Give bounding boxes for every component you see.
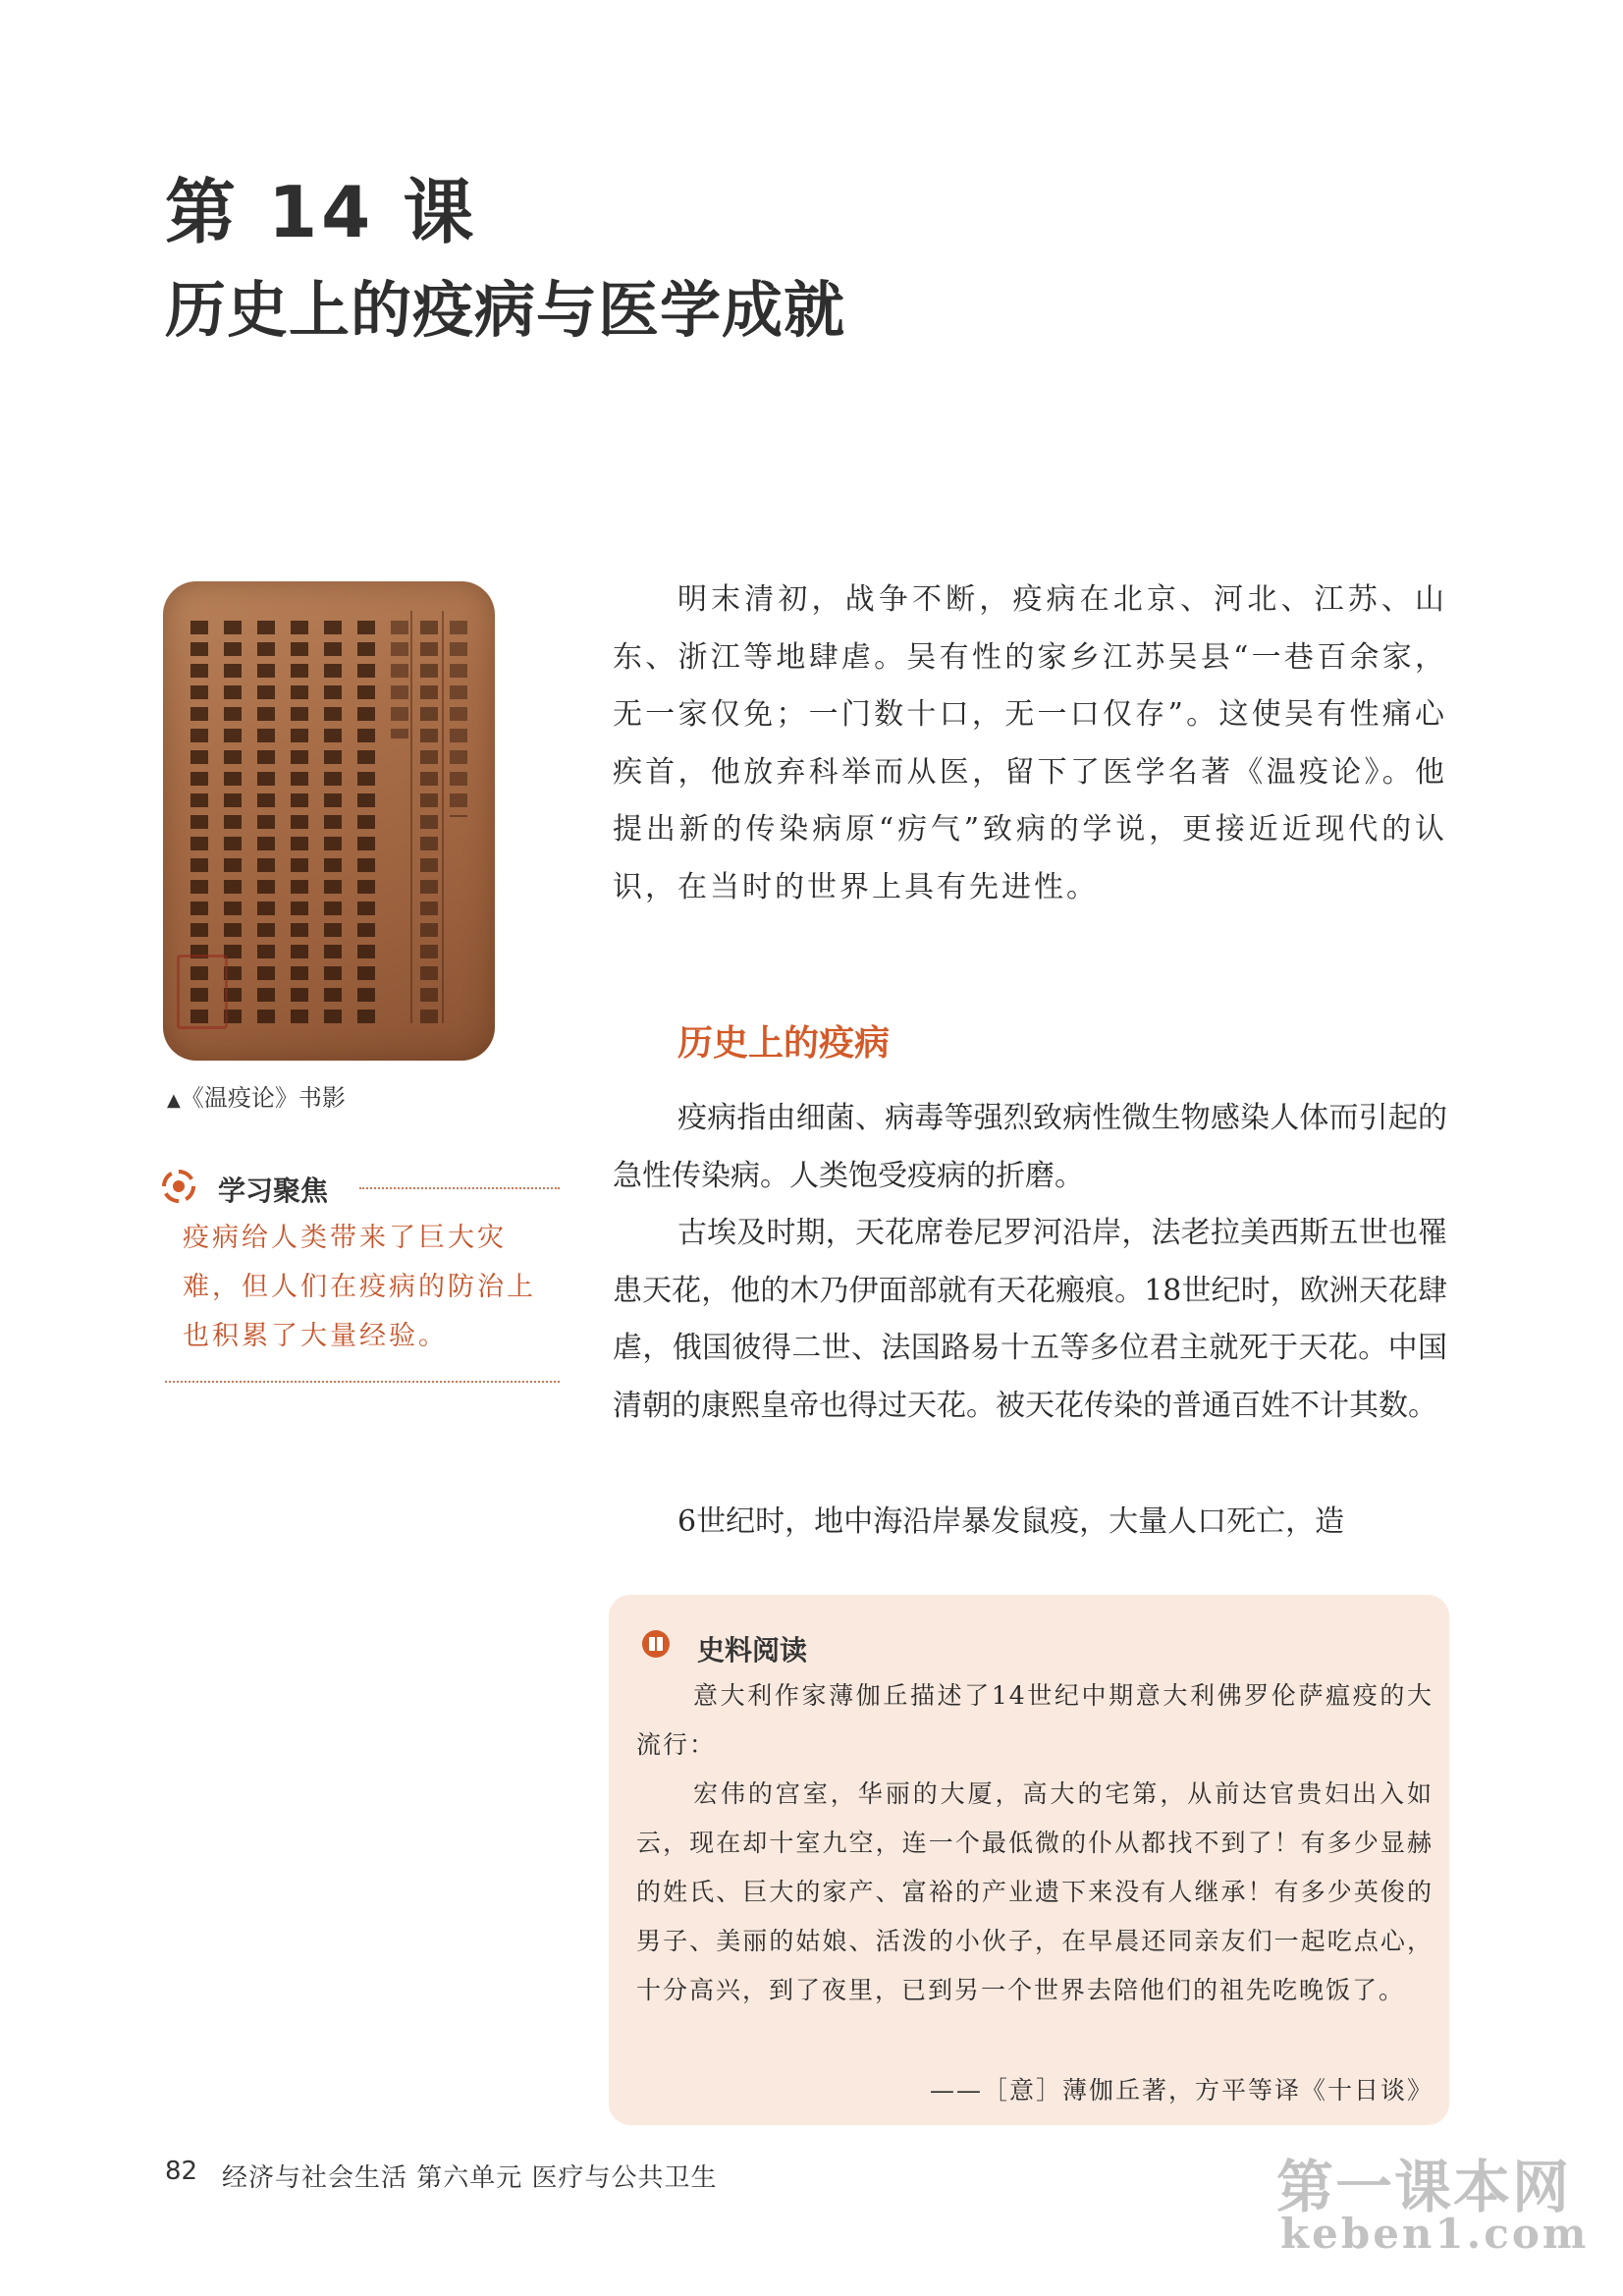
page-number: 82 [165, 2157, 198, 2186]
reading-quote: 宏伟的宫室，华丽的大厦，高大的宅第，从前达官贵妇出入如云，现在却十室九空，连一个最低微的仆从都找不到了！有多少显赫的姓氏、巨大的家产、富裕的产业遗下来没有人继承！有多少英俊的男子、美丽的姑娘、活泼的小伙子，在早晨还同亲友们一起吃点心，十分高兴，到了夜里，已到另一个世界去陪他们的祖先吃晚饭了。 [636, 1779, 1434, 2004]
reading-title: 史料阅读 [697, 1634, 808, 1667]
body-paragraph: 古埃及时期，天花席卷尼罗河沿岸，法老拉美西斯五世也罹患天花，他的木乃伊面部就有天花瘢痕。18世纪时，欧洲天花肆虐，俄国彼得二世、法国路易十五等多位君主就死于天花。中国清朝的康熙皇帝也得过天花。被天花传染的普通百姓不计其数。 [613, 1216, 1447, 1423]
reading-intro: 意大利作家薄伽丘描述了14世纪中期意大利佛罗伦萨瘟疫的大流行： [636, 1681, 1434, 1759]
focus-title: 学习聚焦 [218, 1175, 329, 1207]
seal-stamp [177, 955, 228, 1029]
watermark-en: keben1.com [1280, 2210, 1590, 2258]
intro-paragraph: 明末清初，战争不断，疫病在北京、河北、江苏、山东、浙江等地肆虐。吴有性的家乡江苏吴县“一巷百余家，无一家仅免；一门数十口，无一口仅存”。这使吴有性痛心疾首，他放弃科举而从医，留下了医学名著《温疫论》。他提出新的传染病原“疠气”致病的学说，更接近近现代的认识，在当时的世界上具有先进性。 [613, 582, 1447, 904]
lesson-title: 历史上的疫病与医学成就 [165, 274, 846, 346]
body-paragraph: 疫病指由细菌、病毒等强烈致病性微生物感染人体而引起的急性传染病。人类饱受疫病的折磨。 [613, 1101, 1447, 1193]
focus-divider [359, 1187, 560, 1189]
body-paragraph: 6世纪时，地中海沿岸暴发鼠疫，大量人口死亡，造 [677, 1504, 1345, 1539]
focus-bottom-divider [165, 1381, 560, 1383]
watermark-cn: 第一课本网 [1276, 2154, 1572, 2220]
photo-caption [167, 1078, 346, 1113]
lesson-number: 第 14 课 [165, 171, 478, 253]
book-icon [640, 1628, 672, 1660]
footer-text: 经济与社会生活 第六单元 医疗与公共卫生 [222, 2163, 718, 2193]
focus-target-icon [161, 1169, 196, 1204]
reading-source: ——［意］薄伽丘著，方平等译《十日谈》 [929, 2076, 1434, 2105]
book-photo-image [163, 581, 495, 1061]
caption-text: 《温疫论》书影 [180, 1084, 346, 1112]
section-heading: 历史上的疫病 [677, 1023, 891, 1064]
focus-text: 疫病给人类带来了巨大灾难，但人们在疫病的防治上也积累了大量经验。 [183, 1223, 536, 1351]
caption-marker: ▲ [167, 1090, 181, 1111]
